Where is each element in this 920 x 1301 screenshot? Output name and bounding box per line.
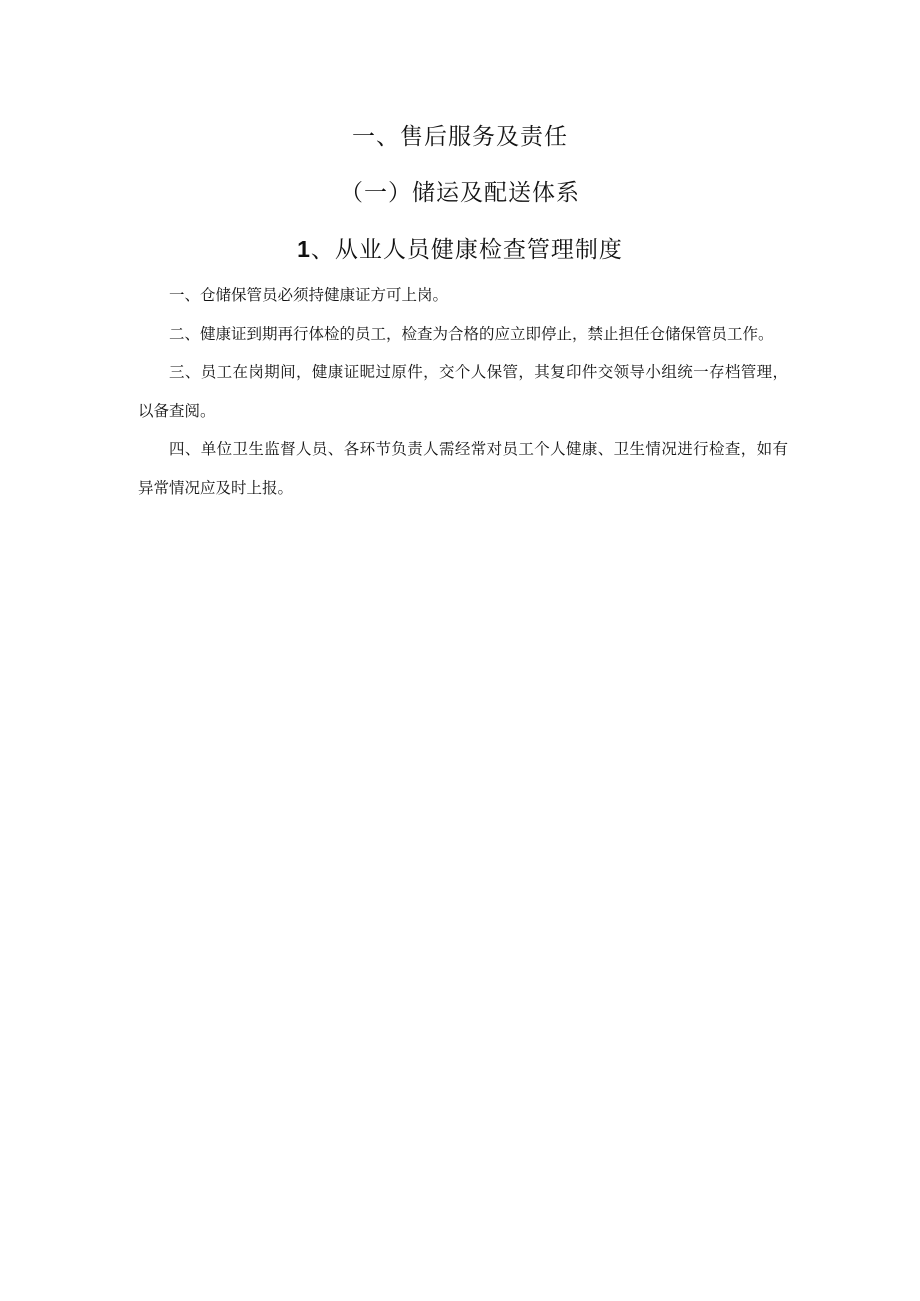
section-heading: 一、售后服务及责任 [352, 124, 568, 150]
article-body [138, 276, 788, 507]
paragraph-4: 四、单位卫生监督人员、各环节负责人需经常对员工个人健康、卫生情况进行检查，如有异常情况应及时上报。 [138, 440, 788, 497]
article-title: 、从业人员健康检查管理制度 [310, 237, 623, 263]
article-number: 1 [297, 236, 311, 262]
paragraph-2: 二、健康证到期再行体检的员工，检查为合格的应立即停止，禁止担任仓储保管员工作。 [169, 324, 774, 343]
subsection-heading: （一）储运及配送体系 [340, 180, 580, 206]
article-heading [0, 232, 920, 267]
paragraph-1: 一、仓储保管员必须持健康证方可上岗。 [169, 286, 449, 304]
paragraph-3: 三、员工在岗期间，健康证昵过原件，交个人保管，其复印件交领导小组统一存档管理，以备查阅。 [138, 363, 788, 420]
